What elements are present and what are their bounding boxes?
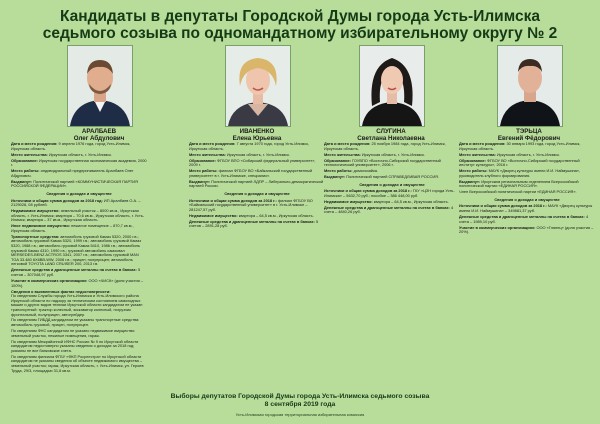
info-paragraph (11, 235, 147, 267)
info-label: Образование: (324, 157, 351, 163)
info-text: 7 августа 1970 года, город Усть-Илимск, Иркутская область. (189, 141, 309, 151)
candidate-column-ivanenko (189, 142, 325, 230)
info-text: Член Всероссийской политической партии «ЕДИНАЯ РОССИЯ». (459, 189, 577, 195)
info-paragraph (189, 169, 325, 178)
info-text: Политической партией «КОММУНИСТИЧЕСКАЯ ПАРТИЯ РОССИЙСКОЙ ФЕДЕРАЦИИ». (11, 178, 138, 189)
info-label: Источники и общая сумма доходов за 2018 г.: (459, 203, 547, 209)
info-text: квартира – 64,5 кв.м., Иркутская область. (237, 212, 314, 218)
info-text: 5 счетов – 2891,28 руб. (189, 218, 319, 229)
info-text: филиал ФГБОУ ВО «Байкальский государственный университет» в г. Усть-Илимске, специалист. (189, 168, 313, 178)
info-paragraph (189, 199, 325, 213)
info-label: Денежные средства и драгоценные металлы на счетах в банках: (324, 204, 450, 210)
info-label: Место жительства: (324, 151, 361, 157)
candidate-name-block (460, 128, 598, 142)
info-label: Место жительства: (189, 151, 226, 157)
info-text: Иркутским региональным отделением Всероссийской политической партии «ЕДИНАЯ РОССИЯ». (459, 178, 579, 189)
info-paragraph (11, 279, 147, 288)
info-text: 5 счетов – 307048,97 руб. (11, 267, 141, 277)
info-label: Дата и место рождения: (459, 141, 506, 146)
info-label: Образование: (459, 157, 486, 163)
info-paragraph (11, 159, 147, 168)
info-label: Место работы: (324, 168, 353, 174)
portrait-icon (226, 46, 290, 126)
title-line-2: седьмого созыва по одномандатному избирательному округу № 2 (42, 25, 558, 42)
candidate-column-slugina (324, 142, 460, 216)
candidate-given-name: Олег Абдулович (73, 135, 125, 142)
election-footer (0, 393, 600, 408)
info-paragraph (189, 159, 325, 168)
info-text: квартира – 64,5 кв.м., Иркутская область. (372, 198, 449, 204)
info-text: филиал ФГБОУ ВО «Байкальский государственный университет» в г. Усть-Илимске – 281247,57 руб. (189, 197, 313, 212)
info-text: ГОУВПО «Восточно-Сибирский государственный технологический университет», 2006 г. (324, 157, 441, 168)
info-text: ООО «Глянец» (доля участия – 20%). (459, 224, 594, 235)
candidate-photo-ivanenko (225, 45, 291, 127)
info-label: Источники и общая сумма доходов за 2018 год: (11, 197, 103, 203)
info-label: Участие в коммерческих организациях: (459, 224, 536, 230)
info-label: Образование: (189, 157, 216, 163)
info-paragraph (189, 220, 325, 229)
info-text: ИП Аралбаев О.А. – 2129028, 08 рублей. (11, 197, 141, 208)
info-paragraph (11, 153, 147, 158)
info-paragraph (189, 153, 325, 158)
info-paragraph (324, 142, 460, 151)
info-label: Выдвинут: (459, 178, 481, 184)
violation-paragraph: По сведениям филиала ФГБУ «ФКП Росреестра» по Иркутской области кандидатом не указаны сведения об объекте недвижимого имущества – земельный участок; гараж, Иркутская область, г. Усть-Илимск, ул. Героев Труда, 29/3, площадью 31,6 кв.м. (11, 353, 144, 373)
title-line-1: Кандидаты в депутаты Городской Думы города Усть-Илимска (60, 8, 540, 25)
info-paragraph (11, 180, 147, 189)
info-text: 4 счета – 4840,26 руб. (324, 204, 454, 215)
info-text: 25 ноября 1984 года, город Усть-Илимск, Иркутская область. (324, 141, 446, 151)
info-text: МАУК «Дворец культуры имени И.И. Наймушина» – 349881,37 руб. (459, 203, 593, 214)
info-paragraph (324, 159, 460, 168)
info-text: МАУК «Дворец культуры имени И.И. Наймушина», руководитель клубного формирования. (459, 168, 581, 178)
info-label: Выдвинут: (189, 178, 211, 184)
info-text: нежилое помещение – 870,7 кв.м., Иркутская область. (11, 223, 134, 233)
candidate-surname: АРАЛБАЕВ (81, 128, 117, 135)
info-paragraph (11, 169, 147, 178)
info-paragraph (459, 190, 595, 195)
info-label: Место работы: (459, 168, 488, 174)
violation-paragraph: По сведениям ГИБДД кандидатом не указаны транспортные средства: автомобиль грузовой, прицеп, полуприцеп. (11, 317, 140, 328)
commission-name: Усть-Илимская городская территориальная избирательная комиссия (235, 412, 365, 417)
info-label: Денежные средства и драгоценные металлы на счетах в банках: (11, 267, 137, 273)
info-text: Политической партией СПРАВЕДЛИВАЯ РОССИЯ. (345, 174, 440, 180)
income-section-title: Сведения о доходах и имуществе (359, 181, 425, 187)
info-text: Иркутская область, г. Усть-Илимск. (47, 151, 112, 157)
info-label: Дата и место рождения: (11, 141, 58, 146)
info-paragraph (11, 142, 147, 151)
info-label: Место работы: (189, 168, 218, 174)
footer-line-2: 8 сентября 2019 года (264, 400, 336, 408)
info-paragraph (324, 200, 460, 205)
candidate-surname: СЛУГИНА (376, 128, 406, 135)
violation-paragraph: По сведениям ФНС кандидатом не указано недвижимое имущество: земельный участок, нежилые помещения, гараж. (11, 328, 136, 338)
candidate-name-block (322, 128, 460, 142)
income-section-title: Сведения о доходах и имуществе (494, 196, 560, 202)
info-text: земельный участок – 8000 кв.м., Иркутская область, г. Усть-Илимск; квартира – 70,6 кв.м., Иркутская область, г. Усть-Илимск; квартира – 37 кв.м., Иркутская область. (11, 208, 145, 223)
info-text: домохозяйка. (352, 168, 379, 174)
info-text: Политической партией ЛДПР – Либерально-демократической партией России. (189, 178, 324, 189)
info-paragraph (459, 180, 595, 189)
info-paragraph (11, 209, 147, 223)
info-label: Денежные средства и драгоценные металлы на счетах в банках: (459, 214, 585, 220)
info-paragraph (11, 224, 147, 233)
info-label: Недвижимое имущество: (324, 198, 373, 204)
info-text: 30 января 1993 года, город Усть-Илимск, Иркутская область. (459, 141, 581, 151)
info-label: Место жительства: (459, 151, 496, 157)
info-paragraph (459, 215, 595, 224)
info-text: ГКУ «ЦЗН города Усть-Илимска» – 5632,70 руб.; пособие – 386 448,00 руб. (324, 188, 455, 198)
portrait-icon (68, 46, 132, 126)
candidate-photo-aralbaev (67, 45, 133, 127)
info-paragraph (189, 180, 325, 189)
info-text: ООО «ЧИСК» (доля участия – 100%). (11, 277, 144, 288)
info-paragraph (324, 206, 460, 215)
info-paragraph (324, 189, 460, 198)
info-paragraph (324, 153, 460, 158)
income-section-title: Сведения о доходах и имуществе (46, 190, 112, 196)
info-label: Выдвинут: (11, 178, 33, 184)
info-label: Место работы: (11, 168, 40, 174)
info-text: Иркутская область, г. Усть-Илимск. (495, 151, 560, 157)
info-text: ФГБОУ ВО «Восточно-Сибирский государственный институт культуры», 2016 г. (459, 157, 580, 168)
info-label: Недвижимое имущество: (11, 208, 60, 214)
info-text: ФГБОУ ВПО «Сибирский федеральный университет», 2009 г. (189, 157, 316, 168)
violation-paragraph: По сведениям Службы города Усть-Илимска и Усть-Илимского района Иркутской области по надзору за техническим состоянием самоходных машин и других видов техники Иркутской области кандидатом не указан транспортный: трактор колесный, экскаватор колесный, погрузчик фронтальный, полуприцеп, автогрейдер. (11, 293, 143, 317)
info-label: Участие в коммерческих организациях: (11, 277, 88, 283)
info-text: Иркутская государственная экономическая академия, 2000 г. (11, 157, 147, 168)
candidate-surname: ТЭРЬЦА (516, 128, 542, 135)
candidate-name-block (188, 128, 326, 142)
candidate-surname: ИВАНЕНКО (239, 128, 275, 135)
info-paragraph (11, 268, 147, 277)
info-paragraph (459, 226, 595, 235)
violations-section-title: Сведения о выявленных фактах недостоверности: (11, 288, 111, 294)
info-paragraph (324, 175, 460, 180)
info-paragraph (189, 142, 325, 151)
candidate-given-name: Елена Юрьевна (232, 135, 282, 142)
info-text: Иркутская область, г. Усть-Илимск. (360, 151, 425, 157)
info-label: Дата и место рождения: (324, 141, 371, 146)
info-label: Выдвинут: (324, 174, 346, 180)
candidate-given-name: Евгений Фёдорович (497, 135, 561, 142)
income-section-title: Сведения о доходах и имуществе (224, 190, 290, 196)
info-text: 4 счета – 1989,10 руб. (459, 214, 589, 224)
portrait-icon (498, 46, 562, 126)
footer-line-1: Выборы депутатов Городской Думы города Усть-Илимска седьмого созыва (170, 393, 430, 400)
info-label: Образование: (11, 157, 38, 163)
info-text: 9 апреля 1976 года, город Усть-Илимск, Иркутская область. (11, 141, 131, 151)
candidate-photo-tertsa (497, 45, 563, 127)
poster-title (0, 8, 600, 42)
info-paragraph (459, 159, 595, 168)
portrait-icon (360, 46, 424, 126)
info-text: Иркутская область, г. Усть-Илимск. (225, 151, 290, 157)
info-paragraph (459, 153, 595, 158)
info-paragraph (459, 142, 595, 151)
info-label: Иное недвижимое имущество: (11, 223, 70, 229)
info-label: Недвижимое имущество: (189, 212, 238, 218)
info-text: индивидуальный предприниматель Аралбаев Олег Абдулович. (11, 168, 134, 178)
info-label: Транспортные средства: (11, 233, 60, 239)
candidate-photo-slugina (359, 45, 425, 127)
candidate-name-block (30, 128, 168, 142)
info-label: Денежные средства и драгоценные металлы на счетах в банках: (189, 218, 315, 224)
info-label: Источники и общая сумма доходов за 2018 г.: (189, 197, 277, 203)
violation-paragraph: По сведениям Межрайонной ИФНС России № 9 по Иркутской области кандидатом недостоверно указаны сведения о доходах за 2018 год; указаны не все банковские счета. (11, 338, 139, 353)
candidate-column-aralbaev (11, 142, 147, 375)
info-text: автомобиль грузовой Камаз 5320, 2000 г.в.; автомобиль грузовой Камаз 5320, 1999 г.в.; автомобиль грузовой Камаз 5320, 1988 г.в.; автомобиль грузовой Камаз 5410, 1986 г.в.; автомобиль грузовой Камаз 4310, 1990 г.в.; грузовой автомобиль самосвал MERSEDES-BENZ ACTROS 3341, 2007 г.в.; автомобиль грузовой MAN TGA 33.480 6Х6BB-WW, 2008 г.в.; прицеп; полуприцеп; автомобиль легковой TOYOTA LAND CRUISER 200, 2013 г.в. (11, 233, 141, 267)
info-label: Источники и общая сумма доходов за 2018 г.: (324, 188, 412, 194)
candidate-given-name: Светлана Николаевна (357, 135, 425, 142)
info-paragraph (459, 204, 595, 213)
info-label: Дата и место рождения: (189, 141, 236, 146)
info-label: Место жительства: (11, 151, 48, 157)
info-paragraph (11, 199, 147, 208)
info-paragraph (459, 169, 595, 178)
info-paragraph (189, 214, 325, 219)
candidate-column-tertsa (459, 142, 595, 236)
info-paragraph (324, 169, 460, 174)
